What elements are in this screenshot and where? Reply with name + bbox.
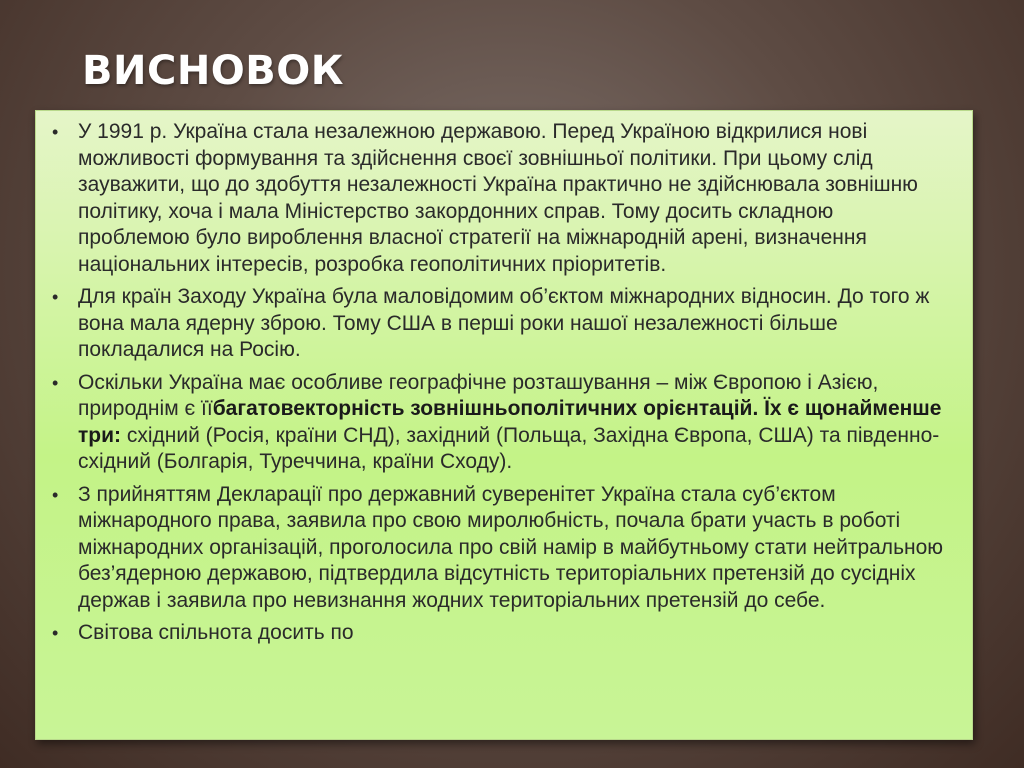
bullet-text: Світова спільнота досить по <box>78 621 354 644</box>
bullet-item-3 <box>50 370 950 476</box>
bullet-icon: • <box>52 287 59 307</box>
bullet-item-4 <box>50 482 950 615</box>
bullet-item-2 <box>50 284 950 364</box>
bullet-text-bold: багатовекторність зовнішньополітичних орієнтацій. Їх є щонайменше три: <box>78 397 942 447</box>
slide-title: ВИСНОВОК <box>82 48 344 94</box>
bullet-icon: • <box>52 484 59 505</box>
bullet-text: Для країн Заходу Україна була маловідомим об’єктом міжнародних відносин. До того ж вона мала ядерну зброю. Тому США в перші роки нашої незалежності більше покладалися на Росію. <box>78 285 930 361</box>
bullet-text-part2: східний (Росія, країни СНД), західний (Польща, Західна Європа, США) та південно-східний (Болгарія, Туреччина, країни Сходу). <box>78 423 940 473</box>
bullet-item-5 <box>50 620 950 647</box>
bullet-item-1 <box>50 119 950 278</box>
content-box <box>35 110 973 740</box>
bullet-icon: • <box>52 372 59 393</box>
bullet-icon: • <box>52 623 59 643</box>
bullet-text-part1: Оскільки Україна має особливе географічне розташування – між Європою і Азією, природнім є її <box>78 370 879 420</box>
bullet-icon: • <box>52 122 59 142</box>
bullet-text: З прийняттям Декларації про державний суверенітет Україна стала суб’єктом міжнародного права, заявила про свою миролюбність, почала брати участь в роботі міжнародних організацій, проголосила про свій намір в майбутньому стати нейтральною без’ядерною державою, підтвердила відсутність територіальних претензій до сусідніх держав і заявила про невизнання жодних територіальних претензій до себе. <box>78 482 944 612</box>
bullet-list <box>50 119 950 647</box>
bullet-text: У 1991 р. Україна стала незалежною державою. Перед Україною відкрилися нові можливості формування та здійснення своєї зовнішньої політики. При цьому слід зауважити, що до здобуття незалежності Україна практично не здійснювала зовнішню політику, хоча і мала Міністерство закордонних справ. Тому досить складною проблемою було вироблення власної стратегії на міжнародній арені, визначення національних інтересів, розробка геополітичних пріоритетів. <box>78 120 918 276</box>
